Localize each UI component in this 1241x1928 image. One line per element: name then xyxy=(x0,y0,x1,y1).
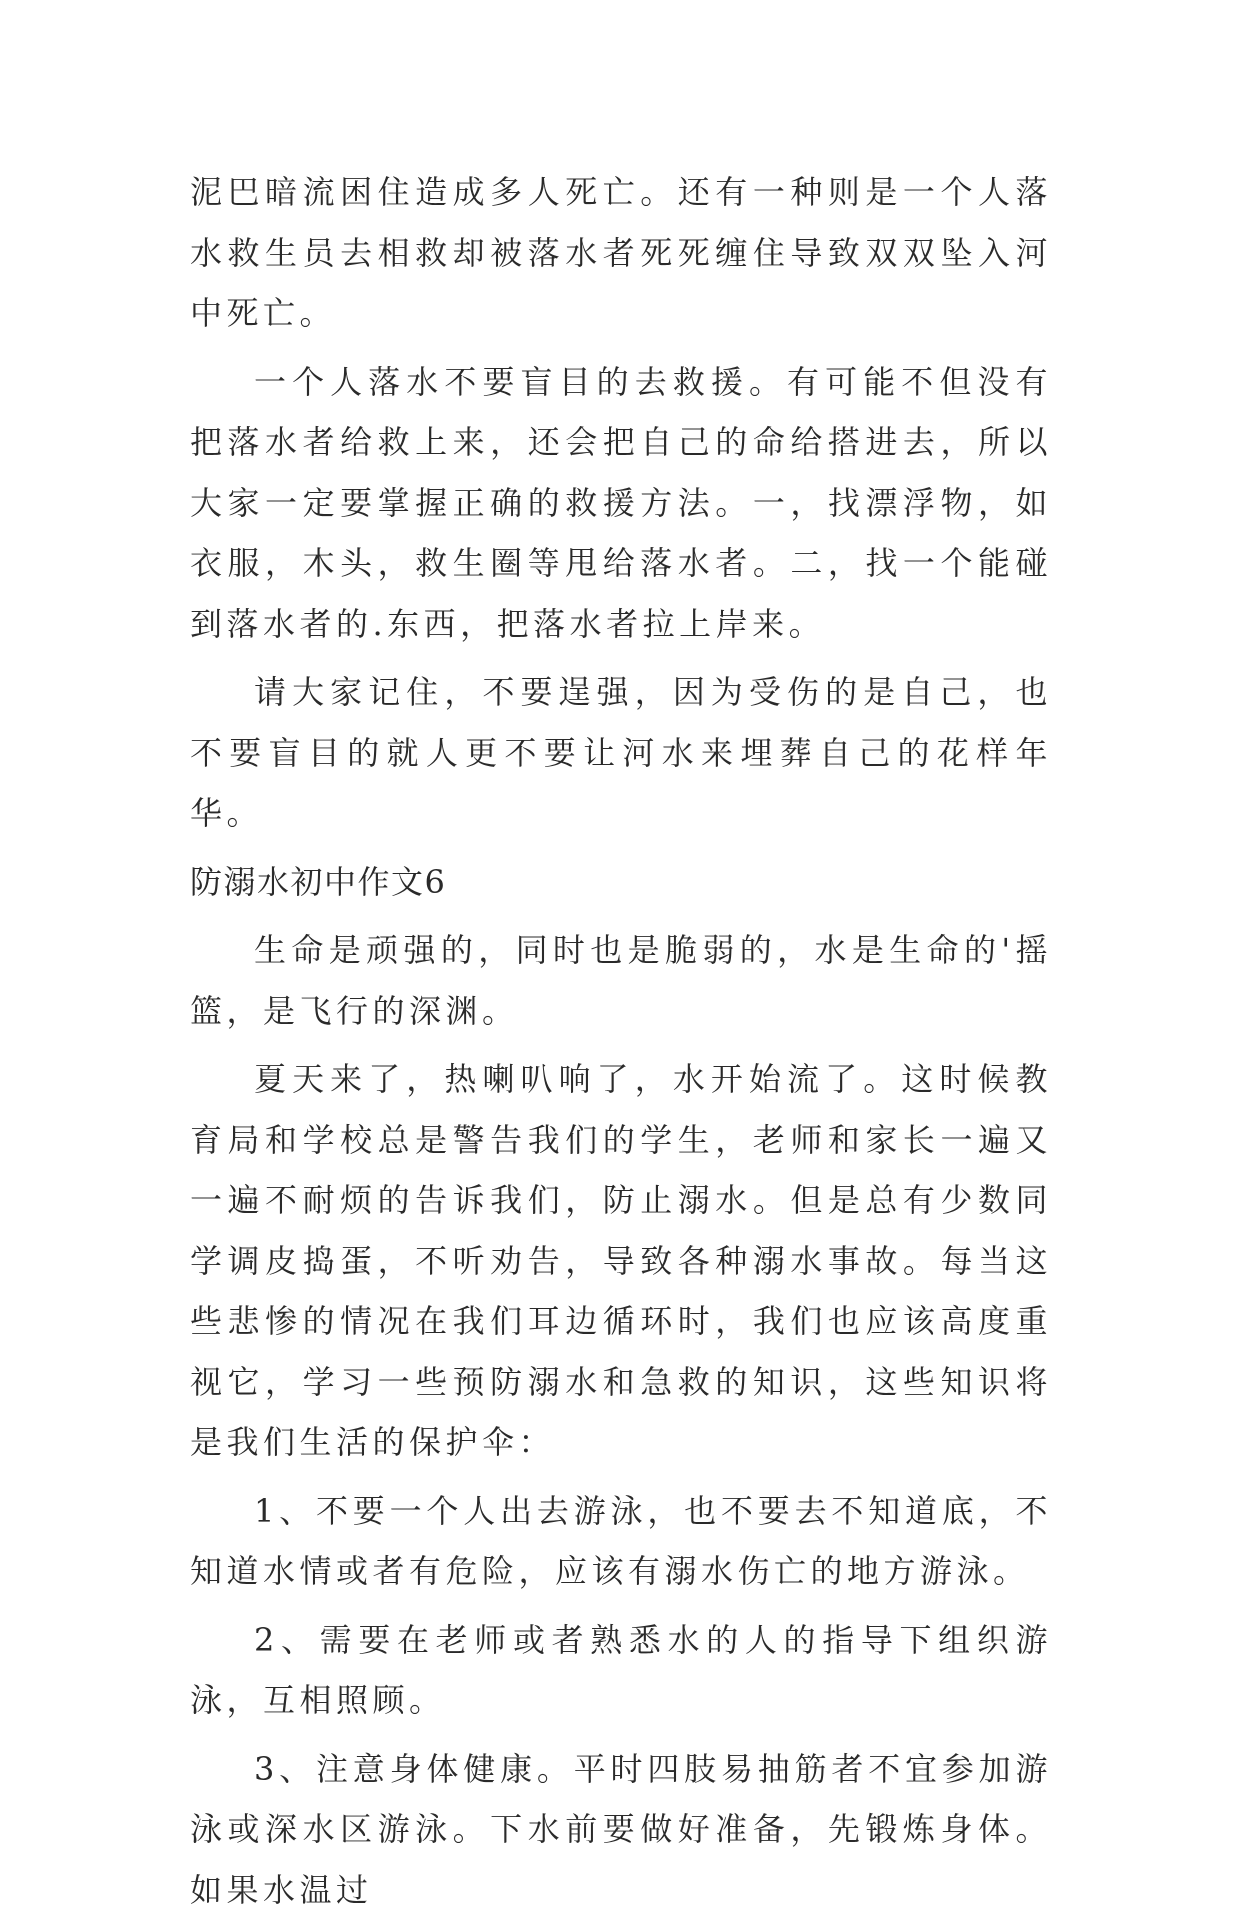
paragraph-5: 夏天来了，热喇叭响了，水开始流了。这时候教育局和学校总是警告我们的学生，老师和家长一遍又一遍不耐烦的告诉我们，防止溺水。但是总有少数同学调皮捣蛋，不听劝告，导致各种溺水事故。每当这些悲惨的情况在我们耳边循环时，我们也应该高度重视它，学习一些预防溺水和急救的知识，这些知识将是我们生活的保护伞： xyxy=(190,1060,1052,1461)
paragraph-1: 泥巴暗流困住造成多人死亡。还有一种则是一个人落水救生员去相救却被落水者死死缠住导致双双坠入河中死亡。 xyxy=(190,173,1052,332)
section-heading: 防溺水初中作文6 xyxy=(190,862,447,901)
document-body xyxy=(190,162,1052,1928)
paragraph-2: 一个人落水不要盲目的去救援。有可能不但没有把落水者给救上来，还会把自己的命给搭进去，所以大家一定要掌握正确的救援方法。一，找漂浮物，如衣服，木头，救生圈等甩给落水者。二，找一个能碰到落水者的.东西，把落水者拉上岸来。 xyxy=(190,362,1052,643)
list-item-3: 3、注意身体健康。平时四肢易抽筋者不宜参加游泳或深水区游泳。下水前要做好准备，先锻炼身体。如果水温过 xyxy=(190,1749,1052,1909)
paragraph-4: 生命是顽强的，同时也是脆弱的，水是生命的'摇篮，是飞行的深渊。 xyxy=(190,931,1052,1030)
list-item-2: 2、需要在老师或者熟悉水的人的指导下组织游泳，互相照顾。 xyxy=(190,1620,1052,1719)
list-item-1: 1、不要一个人出去游泳，也不要去不知道底，不知道水情或者有危险，应该有溺水伤亡的地方游泳。 xyxy=(190,1491,1052,1590)
paragraph-3: 请大家记住，不要逞强，因为受伤的是自己，也不要盲目的就人更不要让河水来埋葬自己的花样年华。 xyxy=(190,673,1052,832)
